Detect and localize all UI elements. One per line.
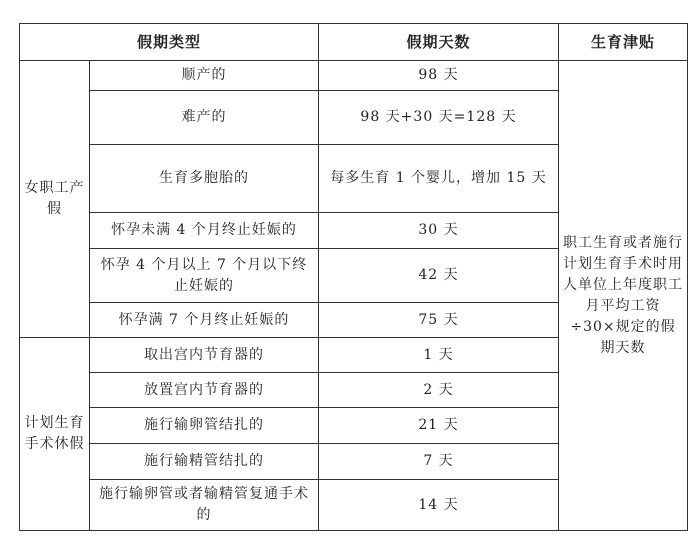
leave-days-cell: 1 天 — [319, 338, 559, 373]
leave-type-cell: 生育多胞胎的 — [90, 145, 319, 213]
group-family-planning-leave: 计划生育手术休假 — [20, 338, 90, 531]
header-allowance: 生育津贴 — [559, 24, 688, 61]
header-leave-days: 假期天数 — [319, 24, 559, 61]
leave-days-cell: 7 天 — [319, 444, 559, 480]
leave-type-cell: 难产的 — [90, 91, 319, 145]
leave-days-cell: 75 天 — [319, 303, 559, 338]
leave-type-cell: 施行输卵管或者输精管复通手术的 — [90, 480, 319, 531]
leave-table — [19, 23, 688, 531]
leave-days-cell: 21 天 — [319, 408, 559, 444]
table-row — [20, 61, 688, 91]
leave-days-cell: 98 天+30 天=128 天 — [319, 91, 559, 145]
leave-type-cell: 怀孕满 7 个月终止妊娠的 — [90, 303, 319, 338]
group-maternity-leave: 女职工产假 — [20, 61, 90, 338]
leave-type-cell: 顺产的 — [90, 61, 319, 91]
leave-type-cell: 施行输精管结扎的 — [90, 444, 319, 480]
leave-type-cell: 放置宫内节育器的 — [90, 373, 319, 408]
leave-days-cell: 42 天 — [319, 249, 559, 303]
header-leave-type: 假期类型 — [20, 24, 319, 61]
leave-days-cell: 每多生育 1 个婴儿，增加 15 天 — [319, 145, 559, 213]
leave-days-cell: 98 天 — [319, 61, 559, 91]
allowance-formula: 职工生育或者施行计划生育手术时用人单位上年度职工月平均工资÷30×规定的假期天数 — [559, 61, 688, 531]
header-row — [20, 24, 688, 61]
leave-days-cell: 14 天 — [319, 480, 559, 531]
leave-days-cell: 30 天 — [319, 213, 559, 249]
leave-days-cell: 2 天 — [319, 373, 559, 408]
leave-type-cell: 怀孕 4 个月以上 7 个月以下终止妊娠的 — [90, 249, 319, 303]
leave-type-cell: 施行输卵管结扎的 — [90, 408, 319, 444]
leave-type-cell: 怀孕未满 4 个月终止妊娠的 — [90, 213, 319, 249]
leave-type-cell: 取出宫内节育器的 — [90, 338, 319, 373]
